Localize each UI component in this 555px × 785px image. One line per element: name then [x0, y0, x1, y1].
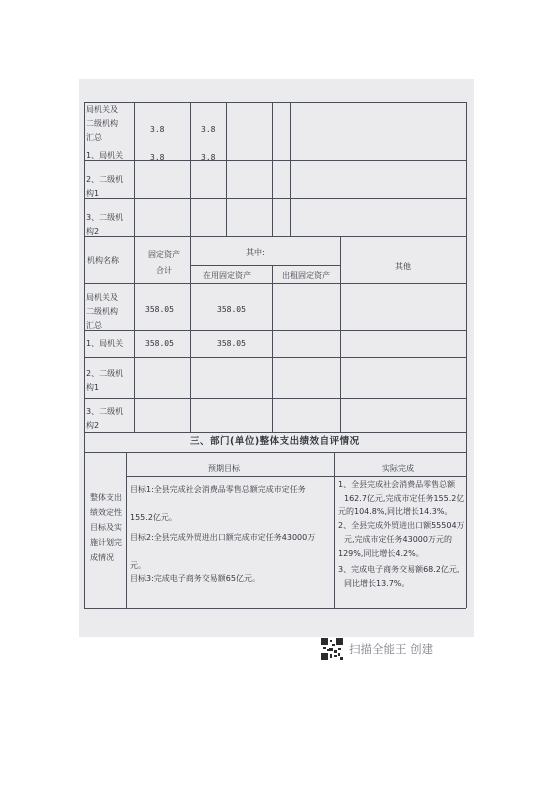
- table-rule-h: [84, 198, 466, 199]
- actual-result-text: 129%,同比增长4.2%。: [338, 549, 424, 558]
- table-border-right: [466, 102, 467, 608]
- fixed-total-header-2: 合计: [156, 266, 172, 275]
- fixed-total-header-1: 固定资产: [148, 250, 180, 259]
- row-label: 二级机构: [86, 119, 118, 128]
- row-label: 汇总: [86, 133, 102, 142]
- performance-row-label: 施计划完: [90, 538, 122, 547]
- performance-row-label: 目标及实: [90, 523, 122, 532]
- table-rule-h: [84, 452, 466, 453]
- col-rule: [126, 452, 127, 608]
- qr-code-icon: [321, 638, 343, 660]
- row-label: 1、局机关: [86, 339, 124, 348]
- row-label: 3、二级机: [86, 407, 124, 416]
- cell-value: 3.8: [201, 153, 216, 162]
- actual-result-text: 元的104.8%,同比增长14.3%。: [338, 507, 453, 516]
- table-rule-h: [84, 160, 466, 161]
- table-rule-h: [84, 236, 466, 237]
- col-rule: [272, 102, 273, 236]
- col-rule: [190, 102, 191, 236]
- actual-result-text: 162.7亿元,完成市定任务155.2亿: [344, 494, 465, 503]
- row-label: 局机关及: [86, 293, 118, 302]
- row-label: 2、二级机: [86, 369, 124, 378]
- row-label: 构2: [86, 421, 100, 430]
- col-rule: [340, 236, 341, 432]
- total-value: 358.05: [145, 339, 174, 348]
- row-label: 2、二级机: [86, 175, 124, 184]
- table-rule-h: [84, 330, 466, 331]
- expected-goal-text: 目标3:完成电子商务交易额65亿元。: [130, 574, 260, 583]
- actual-result-text: 2、全县完成外贸进出口额55504万: [338, 521, 465, 530]
- col-rule: [290, 102, 291, 236]
- section-title: 三、部门(单位)整体支出绩效自评情况: [190, 436, 360, 447]
- col-rule: [226, 102, 227, 236]
- cell-value: 3.8: [201, 125, 216, 134]
- row-label: 1、局机关: [86, 151, 124, 160]
- table-rule-h: [84, 357, 466, 358]
- in-use-value: 358.05: [217, 339, 246, 348]
- col-rule: [190, 236, 191, 432]
- table-rule-h: [84, 608, 466, 609]
- actual-result-text: 元,完成市定任务43000万元的: [344, 535, 452, 544]
- scanner-watermark: [321, 638, 433, 660]
- cell-value: 3.8: [150, 125, 165, 134]
- watermark-text: 扫描全能王 创建: [349, 642, 434, 656]
- leased-header: 出租固定资产: [282, 271, 330, 280]
- in-use-header: 在用固定资产: [203, 271, 251, 280]
- expected-header: 预期目标: [208, 464, 240, 473]
- total-value: 358.05: [145, 305, 174, 314]
- actual-result-text: 同比增长13.7%。: [344, 579, 410, 588]
- among-header: 其中:: [246, 248, 265, 257]
- table-rule-h: [84, 432, 466, 433]
- row-label: 构2: [86, 227, 100, 236]
- expected-goal-text: 155.2亿元。: [130, 513, 177, 522]
- other-header: 其他: [395, 262, 411, 271]
- table-border-left: [84, 102, 85, 608]
- table-rule-h: [190, 265, 340, 266]
- table-rule-h: [126, 476, 466, 477]
- col-rule: [134, 102, 135, 236]
- actual-header: 实际完成: [382, 464, 414, 473]
- table-rule-h: [84, 283, 466, 284]
- performance-row-label: 成情况: [90, 553, 114, 562]
- col-rule: [334, 452, 335, 608]
- row-label: 构1: [86, 189, 100, 198]
- performance-row-label: 绩效定性: [90, 508, 122, 517]
- row-label: 3、二级机: [86, 213, 124, 222]
- row-label: 汇总: [86, 321, 102, 330]
- table-rule-h: [84, 102, 466, 103]
- cell-value: 3.8: [150, 153, 165, 162]
- expected-goal-text: 目标2:全县完成外贸进出口额完成市定任务43000万: [130, 533, 316, 542]
- in-use-value: 358.05: [217, 305, 246, 314]
- performance-row-label: 整体支出: [90, 493, 122, 502]
- col-rule: [272, 265, 273, 432]
- org-name-header: 机构名称: [87, 256, 119, 265]
- expected-goal-text: 元。: [130, 561, 146, 570]
- row-label: 局机关及: [86, 105, 118, 114]
- actual-result-text: 1、全县完成社会消费品零售总额: [338, 480, 456, 489]
- row-label: 构1: [86, 383, 100, 392]
- row-label: 二级机构: [86, 307, 118, 316]
- expected-goal-text: 目标1:全县完成社会消费品零售总额完成市定任务: [130, 485, 306, 494]
- table-rule-h: [84, 398, 466, 399]
- actual-result-text: 3、完成电子商务交易额68.2亿元,: [338, 565, 460, 574]
- col-rule: [134, 236, 135, 432]
